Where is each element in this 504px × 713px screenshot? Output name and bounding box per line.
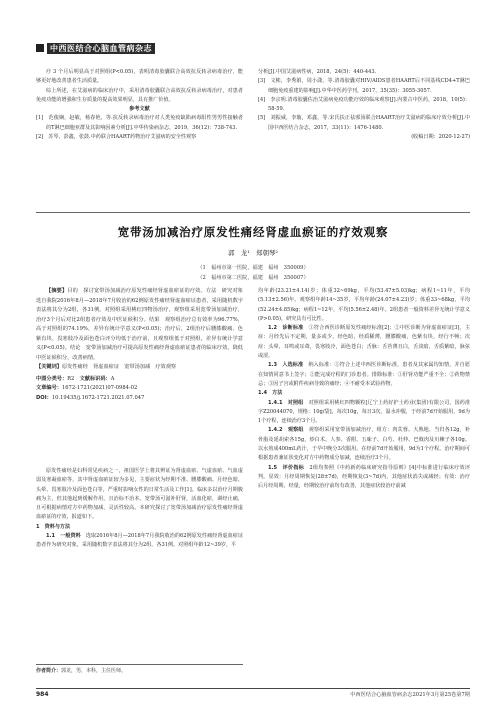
article-divider bbox=[36, 212, 470, 213]
article-id-label: 文章编号： bbox=[36, 385, 62, 391]
prev-article-right bbox=[258, 68, 470, 142]
subsection-1-2-label: 1.2 诊断标准 bbox=[268, 325, 304, 332]
subsection-1-4-1-label: 1.4.1 对照组 bbox=[268, 399, 304, 406]
subsection-1-4-2-text: 观察组采用宽带汤加减治疗，组方：肉苁蓉、大熟地、当归各12g，补骨脂及延胡索各15g，炒白术、人参、香附、五味子、白芍、杜仲、巴戟肉及川楝子各10g。以水煎成400mL药汁，于早中晚分3次服用。在经前7d开始服用，9d为1个疗程。治疗期间可根据患者兼证状变化对方中药物成分加减，连续治疗3个月。 bbox=[258, 427, 470, 462]
body-right-column bbox=[258, 287, 470, 492]
subsection-1-4-heading: 1.4 方法 bbox=[258, 390, 283, 397]
prev-body: 疗 3 个月后明显高于对照组(P<0.05)，表明清毒胶囊联合高效抗反转录病毒治疗，能够更好地改善患者生活质量。 bbox=[36, 69, 243, 85]
reference-item: [2] 苏琴，彭鑫，张鼓.中药联合HAART药物治疗艾滋病的安全性观察 bbox=[36, 134, 197, 141]
article-id-value: 1672-1721(2021)07-0984-02 bbox=[61, 385, 138, 391]
introduction-paragraph: 原发性痛经是妇科常见疾病之一，祖国医学上将其辨证为肾虚血瘀、气虚血瘀、气血虚弱及寒凝血瘀等，其中肾虚血瘀证较为多见，主要症状为经期不准、腰膝酸痛、月经色暗、头晕、畏寒肢冷及面色苍白等，严重时影响女性的日常生活及工作[1]。临床多以治疗月期腹痛为主，但其他起到缓解作用，且治标不治本。宽带汤可滋补肝肾，活血化瘀，调经止痛，且可根据病情对方中药物加减，灵活性较高。本研究探讨了宽带汤加减治疗原发性痛经肾虚血瘀证的疗效，报道如下。 bbox=[36, 468, 243, 521]
article-authors: 郭 龙¹ 郑朝琴² bbox=[228, 249, 278, 257]
affiliation-2: （2 福州市第二医院，福建 福州 350007） bbox=[197, 274, 309, 281]
doc-code-value: A bbox=[110, 375, 115, 382]
author-note-text: 郭龙，男，本科，主任医师。 bbox=[61, 668, 127, 674]
subsection-1-3-label: 1.3 入选标准 bbox=[268, 362, 304, 369]
subsection-1-1-label: 1.1 一般资料 bbox=[46, 533, 81, 540]
prev-article-left bbox=[36, 68, 243, 142]
subsection-1-2-text: ①符合西医诊断原发性痛经标准[2]；②中医诊断为肾虚血瘀证[3]，主症：月经先后不定期，量多或少，经色暗，经质稀薄，腰膝酸痛，色紫有块，经行不畅；次症：头晕，耳鸣或耳聋，畏寒肢冷，面色苍白；舌脉：舌苔薄且白，舌淡暗，舌质紫暗，脉弦或涩。 bbox=[258, 325, 470, 360]
reference-item: [4] 李宗明.清毒胶囊佐治艾滋病免疫功能疗效的临床观察[J].内蒙古中医药，2018，10(5)：58-59. bbox=[258, 96, 470, 113]
received-date: (收稿日期：2020-12-27) bbox=[411, 134, 470, 141]
reference-item: [3] 文彬，李秀娟，周小潇，等.清毒胶囊对HIV/AIDS患者HAART后不同基线CD4+T淋巴细胞免疫重建的影响[J].中华中医药学刊，2017，35(35)：3055-3057. bbox=[258, 78, 470, 94]
body-left-column bbox=[36, 467, 243, 551]
abstract-block bbox=[36, 287, 243, 403]
prev-conclusion: 综上所述，在艾滋病的临床治疗中，采用清毒胶囊联合高效抗反转录病毒治疗，对患者免疫功能的增强和生存质量的提高效果明显，具有推广价值。 bbox=[36, 87, 243, 103]
abstract-label: 【摘要】 bbox=[46, 288, 68, 294]
doi-label: DOI： bbox=[36, 394, 52, 401]
subsection-1-5-text: 2组均参照《中药新药临床研究指导原则》[4]中标准进行临床疗效评判。显效：月经周期恢复(28±7d)，经期恢复(3~7d)内，其他症状消失或减轻；有效：治疗后月经周期，经量，经期较治疗前均有改善，其他症状较治疗前减 bbox=[258, 464, 470, 490]
clc-value: R2 bbox=[67, 375, 75, 382]
reference-item: [1] 范俊娴，赵敏，杨春艳，等.抗反转录病毒治疗对人类免疫缺陷病毒阳性男男性接触者的T淋巴细胞亚群及其影响因素分析[J].中华传染病杂志，2019，36(12)：738-743. bbox=[36, 115, 243, 131]
subsection-1-1-text: 选取2016年8月—2018年7月我院收治的62例原发性痛经肾虚血瘀证患者作为研究对象，采用随机数字表法将其分为2组，各31例。对照组年龄12~39岁，平 bbox=[36, 533, 243, 549]
article-meta bbox=[36, 375, 243, 404]
continued-paragraph: 均年龄(23.21±4.14)岁；体重32~69kg，平均(53.47±5.03)kg；病程1~11年，平均(5.13±2.56)年。观察组年龄14~35岁，平均年龄(24.07±4.23)岁；体重33~68kg，平均(52.24±4.85)kg；病程1~12年，平均(5.56±2.48)年。2组患者一般资料差异无统计学意义(P>0.05)，研究具有可比性。 bbox=[258, 288, 470, 322]
journal-footer: 中西医结合心脑血管病杂志2021年3月第25卷第7期 bbox=[350, 692, 470, 698]
subsection-1-4-2-label: 1.4.2 观察组 bbox=[268, 427, 304, 434]
reference-item: [5] 刘振威，李璇，邓鑫，等.宋氏扶正祛邪汤联合HAART治疗艾滋病的临床疗效分析[J].中国中西医结合杂志，2017，33(11)：1476-1480. bbox=[258, 115, 470, 131]
subsection-1-4-1-text: 对照组采用桃红四物颗粒[辽宁上药好护士药业(集团)有限公司，国药准字Z20044070，规格：10g/袋]，每次10g，每日3次，温水冲服，于经前7d开始服用，9d为1个疗程，连续治疗3个月。 bbox=[258, 399, 470, 425]
abstract-text: 目的 探讨宽带汤加减治疗原发性痛经肾虚血瘀证的疗效。方法 研究对象选自我院2016年8月—2018年7月收治的62例原发性痛经肾虚血瘀证患者，采用随机数字表法将其分为2组，各31例。对照组采用桃红四物汤治疗，观察组采用宽带汤加减治疗，治疗3个月后对比2组患者疗效及中医证候积分。结果 观察组治疗总有效率为96.77%，高于对照组的74.19%，差异有统计学意义(P<0.05)；治疗后，2组治疗后腰膝酸痛、色紫有块、畏寒肢冷及面色苍白评分均低于治疗前，且观察组低于对照组，差异有统计学意义(P<0.05)。结论 宽带汤加减治疗可提高原发性痛经肾虚血瘀证患者的临床疗效，降低中医证候积分，改善病情。 bbox=[36, 288, 243, 361]
header-square-icon bbox=[36, 44, 44, 52]
subsection-1-3-text: 纳入标准：①符合上述中西医诊断标准，患者及其家属均知情，并自愿在知情同意书上签字；②能完成疗程的门诊患者。排除标准：①肝肾功能严重不全；②药物禁忌；③因子宫或附件疾病导致的痛经；④不耐受本试验药物。 bbox=[258, 362, 470, 387]
doc-code-label: 文献标识码： bbox=[79, 375, 111, 382]
footer-rule bbox=[36, 688, 470, 689]
subsection-1-5-label: 1.5 评价指标 bbox=[268, 464, 305, 471]
keywords-label: 【关键词】 bbox=[36, 364, 62, 370]
affiliation-1: （1 福州市第一医院，福建 福州 350009） bbox=[197, 265, 309, 271]
doi-value: 10.19435/j.1672-1721.2021.07.047 bbox=[51, 394, 145, 401]
page-number: 984 bbox=[36, 691, 49, 698]
keywords-text: 原发性痛经 肾虚血瘀证 宽带汤加减 疗效观察 bbox=[61, 364, 177, 370]
section-heading-1: 1 资料与方法 bbox=[36, 523, 71, 530]
references-title: 参考文献 bbox=[129, 106, 150, 113]
journal-name: 中西医结合心脑血管病杂志 bbox=[47, 43, 155, 54]
article-title: 宽带汤加减治疗原发性痛经肾虚血瘀证的疗效观察 bbox=[117, 225, 389, 239]
reference-item: 分析[J].中国艾滋病性病，2018，24(5)：440-443. bbox=[258, 69, 377, 75]
article-affiliations bbox=[36, 264, 470, 283]
journal-header bbox=[36, 42, 155, 54]
author-note-label: 作者简介： bbox=[36, 668, 62, 674]
clc-label: 中图分类号： bbox=[36, 375, 68, 382]
author-note bbox=[36, 664, 243, 675]
